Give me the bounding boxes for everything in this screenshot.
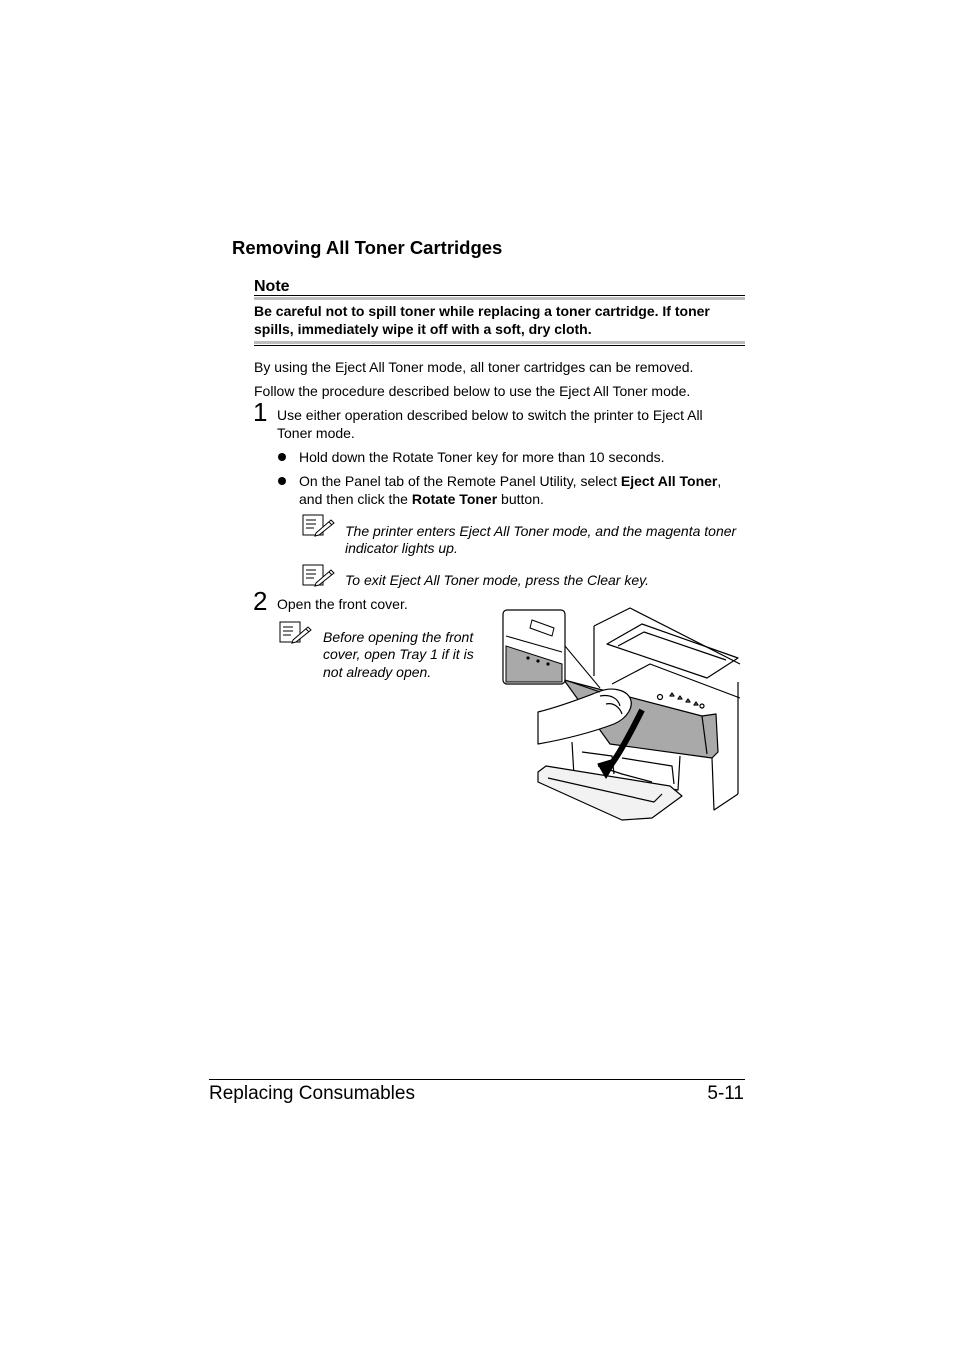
bullet-icon	[278, 453, 286, 461]
footer-section-title: Replacing Consumables	[209, 1083, 415, 1104]
section-heading: Removing All Toner Cartridges	[232, 237, 503, 258]
note-text: Be careful not to spill toner while replacing a toner cartridge. If toner spills, immediately wipe it off with a soft, dry cloth.	[254, 303, 710, 337]
step-1-number: 1	[253, 397, 268, 427]
step-1-bullet-1: Hold down the Rotate Toner key for more than 10 seconds.	[299, 449, 665, 465]
footer-rule	[209, 1079, 745, 1080]
step-2-number: 2	[253, 586, 268, 616]
note-bottom-rule	[254, 345, 745, 346]
note-title: Note	[254, 278, 290, 295]
intro-paragraph-2: Follow the procedure described below to use the Eject All Toner mode.	[254, 383, 691, 399]
step-1-bullet-2-line2: and then click the Rotate Toner button.	[299, 491, 544, 507]
step-1-text-line1: Use either operation described below to switch the printer to Eject All	[277, 407, 703, 423]
note-top-shade	[254, 297, 745, 300]
memo-2-text: To exit Eject All Toner mode, press the Clear key.	[345, 572, 649, 588]
step-1-bullet-2-line1: On the Panel tab of the Remote Panel Utility, select Eject All Toner,	[299, 473, 722, 489]
intro-paragraph-1: By using the Eject All Toner mode, all toner cartridges can be removed.	[254, 359, 694, 375]
memo-3-line2: cover, open Tray 1 if it is	[323, 646, 474, 662]
memo-1-line2: indicator lights up.	[345, 540, 458, 556]
memo-icon	[302, 514, 336, 538]
memo-icon	[279, 621, 313, 645]
bold-rotate-toner: Rotate Toner	[411, 491, 498, 507]
memo-3-line1: Before opening the front	[323, 629, 474, 645]
memo-icon	[302, 564, 336, 588]
memo-1-line1: The printer enters Eject All Toner mode, and the magenta toner	[345, 523, 737, 539]
bullet-icon	[278, 477, 286, 485]
printer-illustration	[502, 606, 742, 824]
step-1-text-line2: Toner mode.	[277, 425, 355, 441]
bold-eject-all-toner: Eject All Toner	[620, 473, 718, 489]
step-2-text: Open the front cover.	[277, 596, 408, 612]
memo-3-line3: not already open.	[323, 664, 432, 680]
footer-page-number: 5-11	[707, 1083, 744, 1104]
note-bottom-shade	[254, 341, 745, 344]
note-top-rule	[254, 295, 745, 296]
